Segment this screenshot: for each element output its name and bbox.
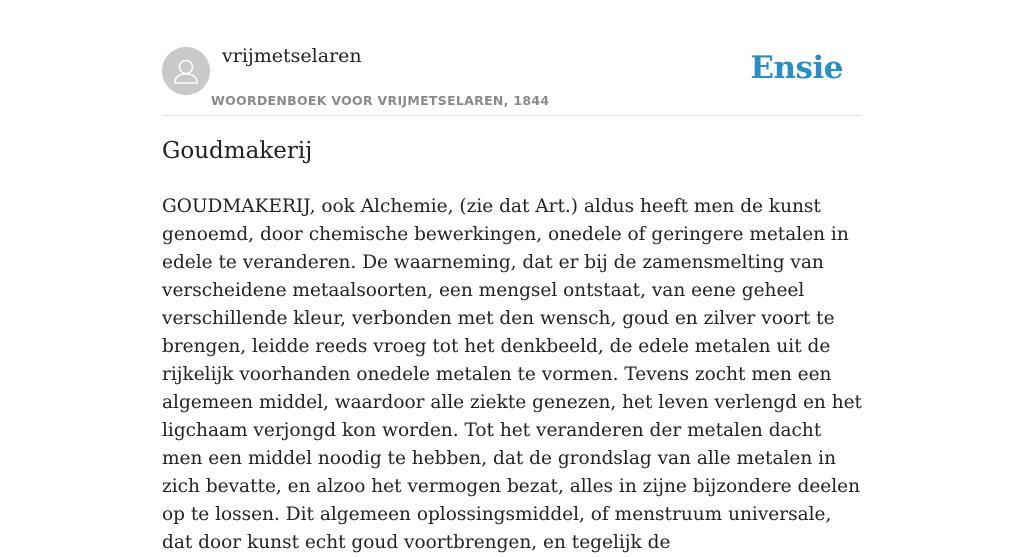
avatar[interactable] bbox=[162, 47, 210, 95]
page-title: Goudmakerij bbox=[162, 138, 313, 164]
author-name[interactable]: vrijmetselaren bbox=[222, 45, 362, 67]
page-container bbox=[162, 0, 862, 553]
header-divider bbox=[162, 115, 862, 116]
source-label[interactable]: WOORDENBOEK VOOR VRIJMETSELAREN, 1844 bbox=[211, 93, 550, 108]
article-body: GOUDMAKERIJ, ook Alchemie, (zie dat Art.) aldus heeft men de kunst genoemd, door chemische bewerkingen, onedele of geringere metalen in edele te veranderen. De waarneming, dat er bij de zamensmelting van verscheidene metaalsoorten, een mengsel ontstaat, van eene geheel verschillende kleur, verbonden met den wensch, goud en zilver voort te brengen, leidde reeds vroeg tot het denkbeeld, de edele metalen uit de rijkelijk voorhanden onedele metalen te vormen. Tevens zocht men een algemeen middel, waardoor alle ziekte genezen, het leven verlengd en het ligchaam verjongd kon worden. Tot het veranderen der metalen dacht men een middel noodig te hebben, dat de grondslag van alle metalen in zich bevatte, en alzoo het vermogen bezat, alles in zijne bijzondere deelen op te lossen. Dit algemeen oplossingsmiddel, of menstruum universale, dat door kunst echt goud voortbrengen, en tegelijk de bbox=[162, 196, 862, 553]
user-silhouette-icon bbox=[162, 47, 210, 95]
brand-logo[interactable]: Ensie bbox=[750, 50, 843, 86]
